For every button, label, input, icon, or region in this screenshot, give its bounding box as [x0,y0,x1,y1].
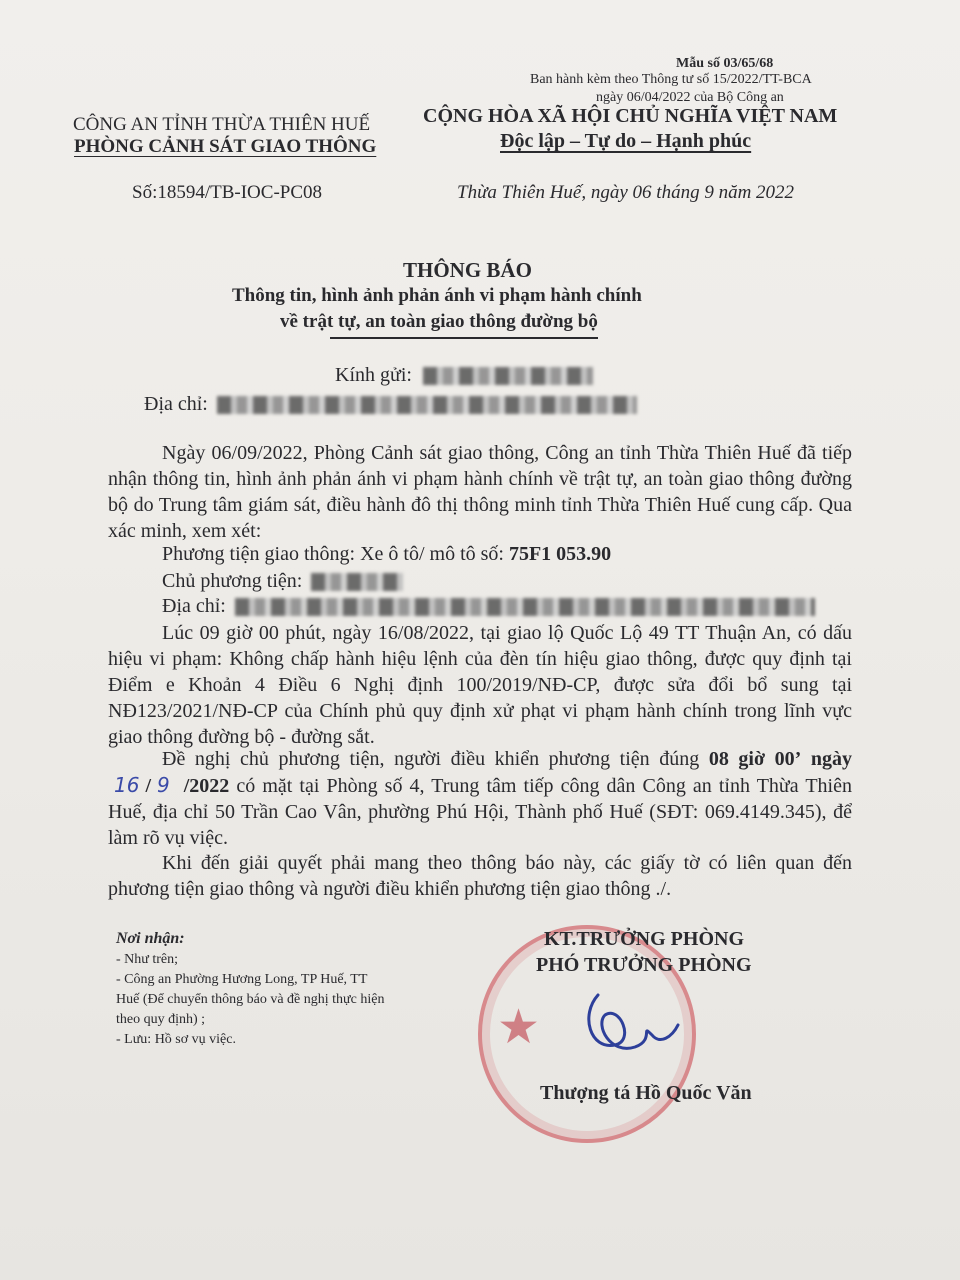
recipients-item-3: - Lưu: Hồ sơ vụ việc. [116,1032,236,1047]
issued-with-line-2: ngày 06/04/2022 của Bộ Công an [596,90,784,105]
agency-line-1: CÔNG AN TỈNH THỪA THIÊN HUẾ [73,114,371,135]
recipients-item-2c: theo quy định) ; [116,1012,206,1027]
recipients-label: Nơi nhận: [116,930,185,947]
appointment-time: 08 giờ 00’ [708,748,802,770]
nation-line-1: CỘNG HÒA XÃ HỘI CHỦ NGHĨA VIỆT NAM [423,105,838,127]
handwritten-signature [560,975,700,1065]
recipient-address [144,393,637,416]
vehicle-label: Phương tiện giao thông: Xe ô tô/ mô tô số: [162,543,509,565]
redacted-owner-address [235,598,815,616]
owner-line [162,570,403,593]
body-paragraph-1: Ngày 06/09/2022, Phòng Cảnh sát giao thông, Công an tỉnh Thừa Thiên Huế đã tiếp nhận thông tin, hình ảnh phản ánh vi phạm hành chính về trật tự, an toàn giao thông đường bộ do Trung tâm giám sát, điều hành đô thị thông minh tỉnh Thừa Thiên Huế cung cấp. Qua xác minh, xem xét: [108,442,852,542]
redacted-recipient-address [217,396,637,414]
document-subtitle-2: về trật tự, an toàn giao thông đường bộ [280,311,598,332]
document-title: THÔNG BÁO [403,258,532,282]
recipient-address-label: Địa chỉ: [144,393,208,415]
body-paragraph-4: Khi đến giải quyết phải mang theo thông báo này, các giấy tờ có liên quan đến phương tiện giao thông và người điều khiển phương tiện giao thông ./. [108,852,852,900]
signer-name: Thượng tá Hồ Quốc Văn [540,1082,752,1104]
owner-address-line [162,595,815,618]
owner-address-label: Địa chỉ: [162,595,226,617]
form-number: Mẫu số 03/65/68 [676,56,774,71]
place-date: Thừa Thiên Huế, ngày 06 tháng 9 năm 2022 [457,182,795,203]
recipients-item-2a: - Công an Phường Hương Long, TP Huế, TT [116,972,368,987]
handwritten-day: 16 [114,773,140,797]
body-paragraph-2: Lúc 09 giờ 00 phút, ngày 16/08/2022, tại giao lộ Quốc Lộ 49 TT Thuận An, có dấu hiệu vi phạm: Không chấp hành hiệu lệnh của đèn tín hiệu giao thông, được quy định tại Điểm e Khoản 4 Điều 6 Nghị định 100/2019/NĐ-CP, được sửa đổi bổ sung tại NĐ123/2021/NĐ-CP của Chính phủ quy định xử phạt vi phạm hành chính trong lĩnh vực giao thông đường bộ - đường sắt. [108,622,852,748]
recipient-to-label: Kính gửi: [335,364,412,386]
body-paragraph-3: Đề nghị chủ phương tiện, người điều khiển phương tiện đúng 08 giờ 00’ ngày 16 / 9 /2022 có mặt tại Phòng số 4, Trung tâm tiếp công dân Công an tỉnh Thừa Thiên Huế, địa chỉ 50 Trần Cao Vân, phường Phú Hội, Thành phố Huế (SĐT: 069.4149.345), để làm rõ vụ việc. [108,748,853,849]
document-number: Số:18594/TB-IOC-PC08 [132,182,323,203]
recipient-to [335,364,593,387]
vehicle-line [162,543,611,566]
redacted-owner-name [311,573,403,591]
handwritten-month: 9 [157,773,170,797]
nation-line-2: Độc lập – Tự do – Hạnh phúc [500,130,752,152]
issued-with-line-1: Ban hành kèm theo Thông tư số 15/2022/TT-BCA [530,72,812,87]
document-subtitle-1: Thông tin, hình ảnh phản ánh vi phạm hành chính [232,285,642,306]
recipients-item-2b: Huế (Để chuyển thông báo và đề nghị thực hiện [116,992,385,1007]
title-underline [330,337,598,339]
vehicle-plate: 75F1 053.90 [508,543,612,565]
owner-label: Chủ phương tiện: [162,570,303,592]
agency-line-2: PHÒNG CẢNH SÁT GIAO THÔNG [74,136,377,157]
stamp-star-icon: ★ [497,1001,541,1054]
signer-title-1: KT.TRƯỞNG PHÒNG [544,928,744,950]
recipients-item-1: - Như trên; [116,952,179,967]
signer-title-2: PHÓ TRƯỞNG PHÒNG [536,954,752,976]
redacted-recipient-name [423,367,593,385]
